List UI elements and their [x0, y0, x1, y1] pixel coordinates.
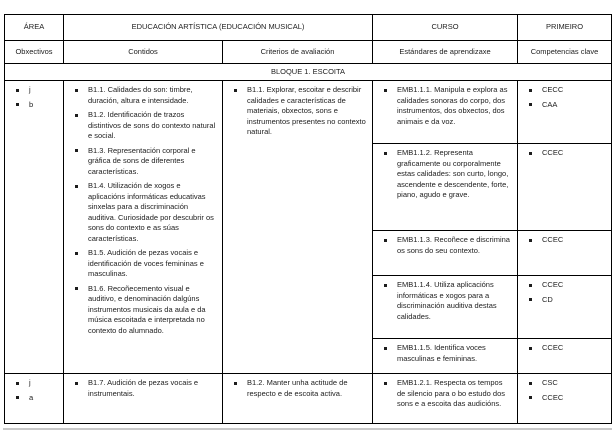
- area-header-cell: ÁREA: [5, 15, 64, 41]
- contido-item: B1.6. Recoñecemento visual e auditivo, e denominación dalgúns instrumentos musicais da aula e da música escoitada e interpretada no contexto do alumnado.: [75, 284, 217, 337]
- column-header-estandares: Estándares de aprendizaxe: [373, 41, 518, 64]
- competencias-cell: [518, 374, 612, 424]
- obxectivo-item: a: [16, 393, 58, 404]
- estandar-item: EMB1.2.1. Respecta os tempos de silencio para o bo estudo dos sons e a escoita das audicións.: [384, 378, 512, 410]
- column-header-contidos: Contidos: [64, 41, 223, 64]
- competencia-item: CSC: [529, 378, 606, 389]
- curso-header-cell: CURSO: [373, 15, 518, 41]
- contido-item: B1.4. Utilización de xogos e aplicacións informáticas educativas sinxelas para a discriminación auditiva. Curiosidade por descubrir os sons do contexto e as súas características.: [75, 181, 217, 244]
- competencia-item: CCEC: [529, 235, 606, 246]
- block-title-cell: BLOQUE 1. ESCOITA: [5, 64, 612, 81]
- estandar-item: EMB1.1.4. Utiliza aplicacións informáticas e xogos para a discriminación auditiva destas calidades.: [384, 280, 512, 322]
- competencia-item: CCEC: [529, 343, 606, 354]
- competencias-cell: [518, 144, 612, 231]
- estandar-cell: [373, 144, 518, 231]
- contido-item: B1.1. Calidades do son: timbre, duración, altura e intensidade.: [75, 85, 217, 106]
- contido-item: B1.7. Audición de pezas vocais e instrumentais.: [75, 378, 217, 399]
- competencia-item: CECC: [529, 85, 606, 96]
- column-header-row: [5, 41, 612, 64]
- estandar-cell: [373, 81, 518, 144]
- estandar-item: EMB1.1.2. Representa graficamente ou corporalmente estas calidades: son curto, longo, ascendente e descendente, forte, piano, agudo e grave.: [384, 148, 512, 201]
- obxectivos-cell: [5, 81, 64, 374]
- estandar-item: EMB1.1.1. Manipula e explora as calidades sonoras do corpo, dos instrumentos, dos obxectos, dos animais e da voz.: [384, 85, 512, 127]
- primeiro-header-cell: PRIMEIRO: [518, 15, 612, 41]
- column-header-competencias: Competencias clave: [518, 41, 612, 64]
- competencias-cell: [518, 81, 612, 144]
- obxectivo-item: j: [16, 378, 58, 389]
- contido-item: B1.2. Identificación de trazos distintivos de sons do contexto natural e social.: [75, 110, 217, 142]
- estandar-cell: [373, 339, 518, 374]
- competencias-cell: [518, 276, 612, 339]
- competencia-item: CAA: [529, 100, 606, 111]
- table-row: [5, 374, 612, 424]
- estandar-item: EMB1.1.5. Identifica voces masculinas e femininas.: [384, 343, 512, 364]
- column-header-criterios: Criterios de avaliación: [223, 41, 373, 64]
- obxectivo-item: b: [16, 100, 58, 111]
- criterios-cell: [223, 81, 373, 374]
- criterio-item: B1.1. Explorar, escoitar e describir calidades e características de materiais, obxectos, sons e instrumentos presentes no contexto natural.: [234, 85, 367, 138]
- block-title-row: [5, 64, 612, 81]
- curriculum-table: [4, 14, 612, 424]
- competencias-cell: [518, 231, 612, 276]
- competencia-item: CD: [529, 295, 606, 306]
- criterios-cell: [223, 374, 373, 424]
- competencia-item: CCEC: [529, 148, 606, 159]
- contido-item: B1.3. Representación corporal e gráfica de sons de diferentes características.: [75, 146, 217, 178]
- competencia-item: CCEC: [529, 393, 606, 404]
- table-row: [5, 81, 612, 144]
- obxectivo-item: j: [16, 85, 58, 96]
- competencias-cell: [518, 339, 612, 374]
- obxectivos-cell: [5, 374, 64, 424]
- contido-item: B1.5. Audición de pezas vocais e identificación de voces femininas e masculinas.: [75, 248, 217, 280]
- contidos-cell: [64, 374, 223, 424]
- column-header-obxectivos: Obxectivos: [5, 41, 64, 64]
- table-title-row: [5, 15, 612, 41]
- next-table-edge: [3, 428, 612, 430]
- estandar-cell: [373, 276, 518, 339]
- competencia-item: CCEC: [529, 280, 606, 291]
- subject-header-cell: EDUCACIÓN ARTÍSTICA (EDUCACIÓN MUSICAL): [64, 15, 373, 41]
- estandar-cell: [373, 231, 518, 276]
- contidos-cell: [64, 81, 223, 374]
- estandar-cell: [373, 374, 518, 424]
- criterio-item: B1.2. Manter unha actitude de respecto e de escoita activa.: [234, 378, 367, 399]
- estandar-item: EMB1.1.3. Recoñece e discrimina os sons do seu contexto.: [384, 235, 512, 256]
